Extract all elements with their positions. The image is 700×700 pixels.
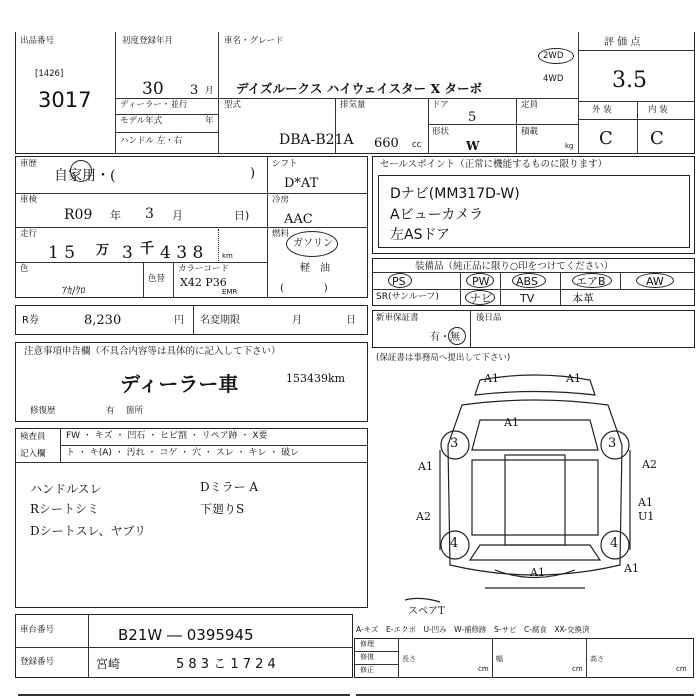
insp-month: 3 (145, 206, 154, 222)
mark-4-rear-left: 4 (450, 536, 459, 551)
eq-navi: ナビ (470, 292, 492, 305)
insp-month-unit: 月 (172, 209, 183, 222)
eq-abs: ABS (516, 275, 538, 288)
bottom-cm3: cm (676, 665, 687, 673)
mileage-label: 走行 (20, 229, 38, 239)
mileage-1: 1 5 (48, 243, 76, 263)
diagram-note: (保証書は事務局へ提出して下さい) (376, 353, 511, 363)
mark-a1-right: A1 (638, 496, 653, 509)
title-month: 月 (292, 315, 302, 326)
load-label: 積載 (521, 127, 539, 137)
lot-small: [1426] (35, 69, 64, 79)
notes-title: 注意事項申告欄（不具合内容等は具体的に記入して下さい） (24, 346, 281, 357)
shift: D*AT (284, 176, 319, 191)
remark-4: Dミラー A (200, 480, 259, 494)
first-reg-label: 初度登録年月 (122, 36, 174, 46)
inspector-label: 検査員 (20, 432, 46, 442)
color-code-title: カラーコード (178, 264, 230, 274)
mainte-label: 後日品 (476, 313, 502, 323)
remark-3: Dシートスレ、ヤブリ (30, 524, 147, 538)
recycle-label: R券 (22, 315, 39, 326)
reg-no-label: 登録番号 (20, 657, 55, 667)
repair-label: 修復歴 (30, 406, 56, 416)
year-unit: 年 (205, 116, 214, 126)
man-unit: 万 (96, 243, 110, 258)
door-label: ドア (432, 100, 449, 110)
handle-label: ハンドル 左・右 (120, 136, 183, 146)
recycle-box (15, 305, 368, 335)
drive-2wd: 2WD (543, 51, 564, 61)
shift-label: シフト (272, 159, 298, 169)
interior-grade: C (650, 128, 664, 149)
mark-a1-rear-right: A1 (624, 562, 639, 575)
mark-a2-left: A2 (416, 510, 431, 523)
eq-sr: SR(サンルーフ) (376, 292, 439, 302)
legend-row2: ト ・ キ(A) ・ 汚れ ・ コゲ ・ 穴 ・ スレ ・ キレ ・ 破レ (66, 448, 300, 458)
usage-label: 車歴 (20, 159, 38, 169)
eq-aw: AW (646, 275, 664, 288)
fuel-label: 燃料 (272, 229, 290, 239)
color-value: ｱｶ/ｸﾛ (62, 286, 86, 297)
reg-no: 5 8 3 こ 1 7 2 4 (176, 657, 276, 672)
chassis: B21W ― 0395945 (118, 626, 254, 644)
km-unit: km (222, 252, 233, 260)
mileage-2: 3 (122, 243, 133, 263)
sales-title: セールスポイント（正常に機能するものに限ります） (380, 159, 608, 170)
interior-label: 内 装 (648, 105, 668, 115)
sales-2: Aビューカメラ (390, 207, 484, 223)
mark-a1-top-right: A1 (566, 372, 581, 385)
mark-4-rear-right: 4 (610, 536, 619, 551)
ac: AAC (284, 212, 313, 227)
dealer-label: ディーラー・並行 (120, 100, 188, 110)
bottom-fix: 修復 (360, 653, 374, 661)
ac-label: 冷房 (272, 195, 290, 205)
model-code: DBA-B21A (279, 132, 354, 148)
usage: 自家用・( (54, 168, 116, 184)
mark-u1-right: U1 (638, 510, 655, 523)
bottom-cm1: cm (478, 665, 489, 673)
equip-title: 装備品（純正品に限り○印をつけてください） (415, 261, 614, 272)
reg-area: 宮崎 (96, 657, 121, 671)
legend-bottom: A-キズ E-エクボ U-凹み W-補修跡 S-サビ C-腐食 XX-交換済 (356, 625, 590, 634)
reg-year: 30 (142, 79, 164, 99)
exterior-label: 外 装 (592, 105, 612, 115)
doors: 5 (468, 110, 477, 125)
shape: W (466, 139, 480, 153)
model-year-label: モデル年式 (120, 116, 163, 126)
mark-a1-hood: A1 (504, 416, 519, 429)
car-name-label: 車名・グレード (224, 36, 284, 46)
repair-value: 有 (106, 406, 115, 416)
reg-month: 3 (190, 83, 199, 98)
shape-label: 形状 (432, 127, 450, 137)
seats-label: 定員 (521, 100, 539, 110)
sales-3: 左ASドア (390, 227, 451, 243)
warranty-label: 新車保証書 (376, 313, 419, 323)
cc-unit: cc (412, 140, 422, 150)
color-code-value: X42 P36 (180, 276, 227, 289)
eq-airbag: エアB (576, 275, 606, 288)
score-label: 評 価 点 (604, 37, 641, 48)
drive-4wd: 4WD (543, 74, 564, 84)
remark-2: Rシートシミ (30, 502, 100, 516)
title-deadline-label: 名変期限 (200, 315, 240, 326)
notes-text: ディーラー車 (120, 372, 239, 396)
sen-unit: 千 (140, 241, 154, 257)
eq-leather: 本革 (572, 292, 594, 305)
remark-1: ハンドルスレ (30, 482, 102, 496)
fuel: ガソリン (293, 238, 333, 249)
bottom-correct: 修正 (360, 666, 374, 674)
fuel-light: 軽 油 (300, 263, 330, 274)
bottom-repair: 修理 (360, 640, 374, 648)
bottom-length: 長さ (402, 655, 416, 663)
model-label: 型式 (224, 100, 242, 110)
inspection-label: 車検 (20, 195, 38, 205)
yen: 円 (174, 315, 184, 326)
displacement: 660 (374, 136, 399, 151)
sales-1: Dナビ(MM317D-W) (390, 186, 520, 202)
lot-label: 出品番号 (20, 36, 55, 46)
color-code-label: 色替 (148, 274, 166, 284)
recycle-fee: 8,230 (84, 313, 122, 328)
insp-day-unit: 日) (234, 209, 250, 222)
displacement-label: 排気量 (340, 100, 366, 110)
warranty-box (372, 310, 695, 348)
remark-5: 下廻りS (200, 502, 245, 516)
mileage-3: 4 3 8 (160, 243, 204, 263)
kg-unit: kg (565, 142, 574, 150)
legend-row1: FW ・ キズ ・ 凹石 ・ ヒビ割 ・ リペア跡 ・ X要 (66, 431, 268, 441)
chassis-label: 車台番号 (20, 625, 55, 635)
score: 3.5 (612, 68, 647, 93)
mark-3-front-left: 3 (450, 436, 459, 451)
eq-tv: TV (520, 292, 535, 305)
car-name: デイズルークス ハイウェイスター X ターボ (236, 81, 483, 96)
bottom-height: 高さ (590, 655, 604, 663)
eq-pw: PW (472, 275, 490, 288)
insp-era: R09 (64, 207, 93, 223)
mark-a2-right: A2 (642, 458, 657, 471)
insp-year-unit: 年 (110, 209, 121, 222)
mark-3-front-right: 3 (608, 436, 617, 451)
eq-ps: PS (392, 275, 406, 288)
bottom-width: 幅 (496, 655, 503, 663)
mark-a1-top-left: A1 (484, 372, 499, 385)
mark-a1-rear: A1 (530, 566, 545, 579)
fuel-paren: ( ) (280, 283, 328, 294)
repair-place: 箇所 (126, 406, 144, 416)
lot-number: 3017 (38, 88, 92, 112)
notes-mileage: 153439km (286, 372, 346, 385)
warranty-value: 有・無 (430, 332, 460, 343)
title-day: 日 (346, 315, 356, 326)
record-label: 記入欄 (20, 449, 46, 459)
color-code-extra: EMR (222, 288, 238, 296)
month-unit: 月 (205, 86, 214, 96)
exterior-grade: C (599, 128, 613, 149)
color-label: 色 (20, 264, 29, 274)
bottom-cm2: cm (572, 665, 583, 673)
mark-spare: スペアT (408, 606, 445, 617)
mark-a1-left: A1 (418, 460, 433, 473)
usage-close: ) (250, 166, 256, 181)
